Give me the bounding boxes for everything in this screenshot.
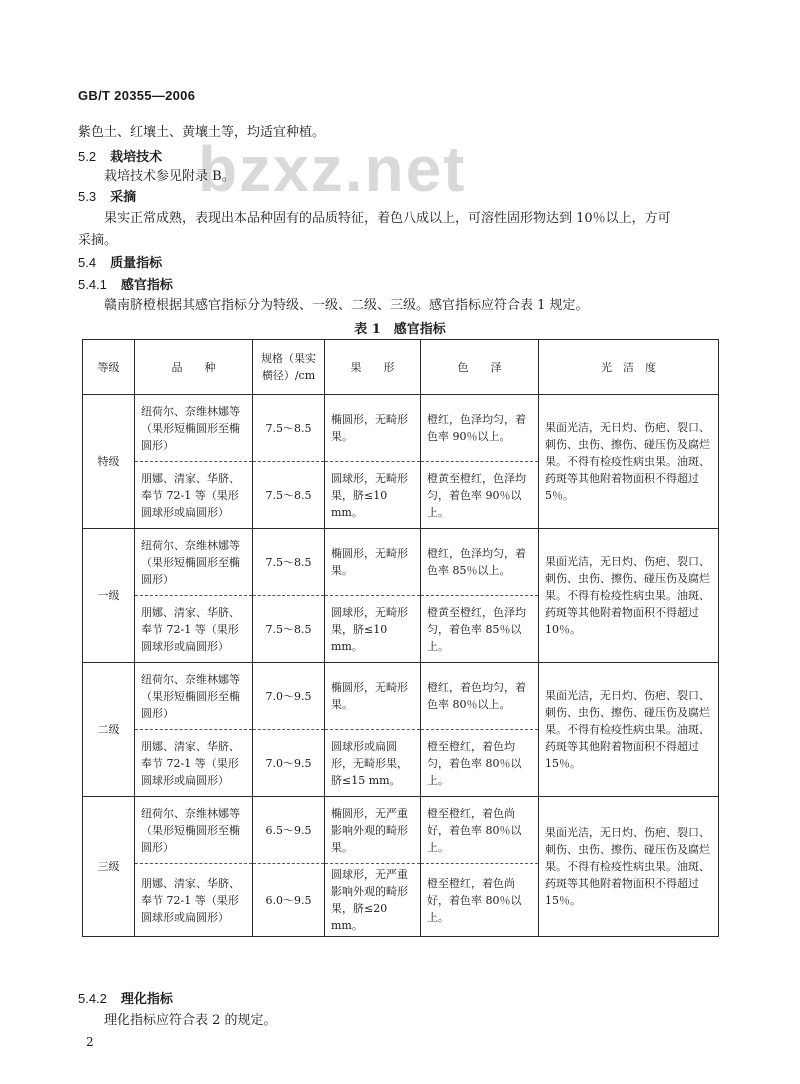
shape-cell: 椭圆形，无严重影响外观的畸形果。 bbox=[325, 797, 421, 864]
sensory-index-table bbox=[82, 339, 719, 937]
shape-cell: 圆球形，无严重影响外观的畸形果，脐≤20 mm。 bbox=[325, 864, 421, 937]
shape-cell: 圆球形或扁圆形，无畸形果，脐≤15 mm。 bbox=[325, 730, 421, 797]
grade-cell: 特级 bbox=[83, 395, 135, 529]
spec-cell: 7.5～8.5 bbox=[253, 529, 325, 596]
header-variety: 品 种 bbox=[135, 340, 253, 395]
variety-cell: 纽荷尔、奈维林娜等（果形短椭圆形至椭圆形） bbox=[135, 797, 253, 864]
paragraph-5-4-1: 赣南脐橙根据其感官指标分为特级、一级、二级、三级。感官指标应符合表 1 规定。 bbox=[104, 298, 589, 313]
variety-cell: 朋娜、清家、华脐、奉节 72-1 等（果形圆球形或扁圆形） bbox=[135, 730, 253, 797]
spec-cell: 7.5～8.5 bbox=[253, 462, 325, 529]
grade-cell: 三级 bbox=[83, 797, 135, 937]
watermark-text: bzxz.net bbox=[198, 133, 467, 205]
header-color: 色 泽 bbox=[421, 340, 539, 395]
section-number: 5.4 bbox=[78, 255, 97, 270]
table-header-row bbox=[83, 340, 719, 395]
page-number: 2 bbox=[86, 1035, 94, 1049]
paragraph-5-3-line1: 果实正常成熟，表现出本品种固有的品质特征，着色八成以上，可溶性固形物达到 10％以上，方可 bbox=[104, 211, 671, 226]
header-grade: 等级 bbox=[83, 340, 135, 395]
table-row bbox=[83, 797, 719, 864]
finish-cell: 果面光洁，无日灼、伤疤、裂口、刺伤、虫伤、擦伤、碰压伤及腐烂果。不得有检疫性病虫果。油斑、药斑等其他附着物面积不得超过 15％。 bbox=[539, 797, 719, 937]
section-5-4-1-heading bbox=[78, 276, 173, 295]
shape-cell: 椭圆形，无畸形果。 bbox=[325, 395, 421, 462]
grade-cell: 二级 bbox=[83, 663, 135, 797]
color-cell: 橙至橙红，着色均匀，着色率 80％以上。 bbox=[421, 730, 539, 797]
variety-cell: 纽荷尔、奈维林娜等（果形短椭圆形至椭圆形） bbox=[135, 395, 253, 462]
section-title: 栽培技术 bbox=[110, 150, 163, 165]
finish-cell: 果面光洁，无日灼、伤疤、裂口、刺伤、虫伤、擦伤、碰压伤及腐烂果。不得有检疫性病虫果。油斑、药斑等其他附着物面积不得超过 15％。 bbox=[539, 663, 719, 797]
spec-cell: 7.0～9.5 bbox=[253, 730, 325, 797]
table-row bbox=[83, 395, 719, 462]
section-number: 5.4.1 bbox=[78, 277, 107, 292]
standard-code: GB/T 20355—2006 bbox=[78, 88, 196, 103]
spec-cell: 7.5～8.5 bbox=[253, 395, 325, 462]
variety-cell: 纽荷尔、奈维林娜等（果形短椭圆形至椭圆形） bbox=[135, 663, 253, 730]
shape-cell: 圆球形，无畸形果，脐≤10 mm。 bbox=[325, 462, 421, 529]
section-5-2-heading bbox=[78, 148, 162, 167]
color-cell: 橙红，色泽均匀，着色率 85％以上。 bbox=[421, 529, 539, 596]
shape-cell: 椭圆形，无畸形果。 bbox=[325, 529, 421, 596]
color-cell: 橙红，着色均匀，着色率 80％以上。 bbox=[421, 663, 539, 730]
header-finish: 光 洁 度 bbox=[539, 340, 719, 395]
finish-cell: 果面光洁，无日灼、伤疤、裂口、刺伤、虫伤、擦伤、碰压伤及腐烂果。不得有检疫性病虫果。油斑、药斑等其他附着物面积不得超过 5％。 bbox=[539, 395, 719, 529]
section-number: 5.4.2 bbox=[78, 991, 107, 1006]
paragraph-5-3-line2: 采摘。 bbox=[78, 233, 118, 248]
section-number: 5.3 bbox=[78, 189, 97, 204]
section-5-3-heading bbox=[78, 188, 136, 207]
paragraph-5-2: 栽培技术参见附录 B。 bbox=[104, 169, 235, 184]
paragraph-soil: 紫色土、红壤土、黄壤土等，均适宜种植。 bbox=[78, 125, 326, 140]
section-5-4-heading bbox=[78, 254, 162, 273]
section-number: 5.2 bbox=[78, 149, 97, 164]
color-cell: 橙至橙红，着色尚好，着色率 80％以上。 bbox=[421, 864, 539, 937]
header-shape: 果 形 bbox=[325, 340, 421, 395]
spec-cell: 7.0～9.5 bbox=[253, 663, 325, 730]
header-spec: 规格（果实横径）/cm bbox=[253, 340, 325, 395]
section-title: 理化指标 bbox=[120, 992, 173, 1007]
color-cell: 橙黄至橙红，色泽均匀，着色率 85％以上。 bbox=[421, 596, 539, 663]
shape-cell: 椭圆形，无畸形果。 bbox=[325, 663, 421, 730]
section-title: 感官指标 bbox=[120, 278, 173, 293]
variety-cell: 纽荷尔、奈维林娜等（果形短椭圆形至椭圆形） bbox=[135, 529, 253, 596]
color-cell: 橙至橙红，着色尚好，着色率 80％以上。 bbox=[421, 797, 539, 864]
table-1-title: 表 1 感官指标 bbox=[354, 322, 446, 337]
paragraph-5-4-2: 理化指标应符合表 2 的规定。 bbox=[104, 1013, 277, 1028]
spec-cell: 6.0～9.5 bbox=[253, 864, 325, 937]
table-row bbox=[83, 529, 719, 596]
section-title: 采摘 bbox=[110, 190, 137, 205]
section-5-4-2-heading bbox=[78, 990, 173, 1009]
section-title: 质量指标 bbox=[110, 256, 163, 271]
grade-cell: 一级 bbox=[83, 529, 135, 663]
shape-cell: 圆球形，无畸形果，脐≤10 mm。 bbox=[325, 596, 421, 663]
color-cell: 橙黄至橙红，色泽均匀，着色率 90％以上。 bbox=[421, 462, 539, 529]
spec-cell: 7.5～8.5 bbox=[253, 596, 325, 663]
color-cell: 橙红，色泽均匀，着色率 90％以上。 bbox=[421, 395, 539, 462]
variety-cell: 朋娜、清家、华脐、奉节 72-1 等（果形圆球形或扁圆形） bbox=[135, 864, 253, 937]
variety-cell: 朋娜、清家、华脐、奉节 72-1 等（果形圆球形或扁圆形） bbox=[135, 596, 253, 663]
spec-cell: 6.5～9.5 bbox=[253, 797, 325, 864]
variety-cell: 朋娜、清家、华脐、奉节 72-1 等（果形圆球形或扁圆形） bbox=[135, 462, 253, 529]
finish-cell: 果面光洁，无日灼、伤疤、裂口、刺伤、虫伤、擦伤、碰压伤及腐烂果。不得有检疫性病虫果。油斑、药斑等其他附着物面积不得超过 10％。 bbox=[539, 529, 719, 663]
table-row bbox=[83, 663, 719, 730]
